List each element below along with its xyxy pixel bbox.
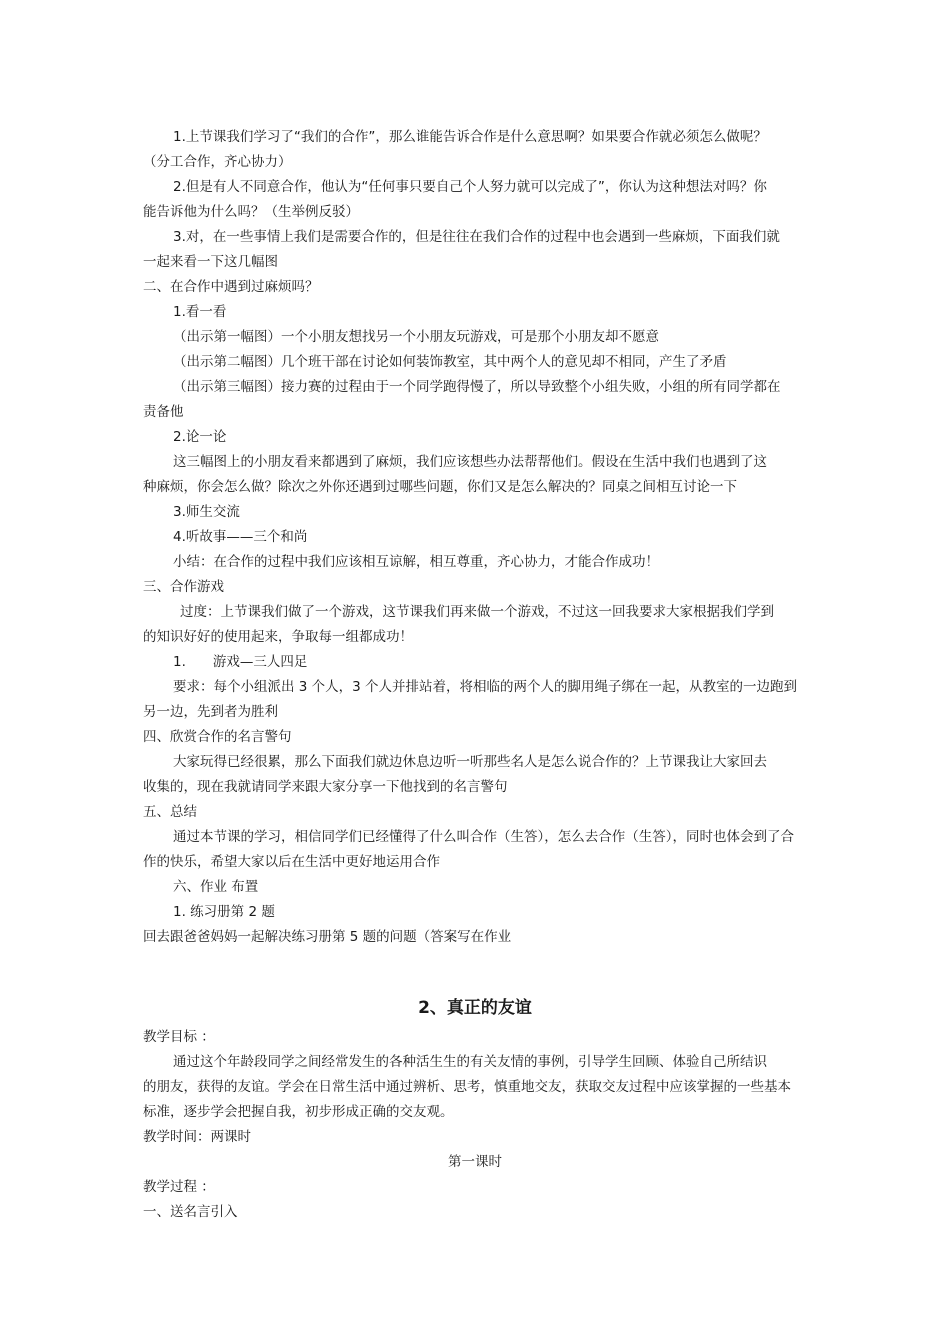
lesson-period: 第一课时 <box>448 1154 502 1170</box>
paragraph-line: 2.但是有人不同意合作，他认为“任何事只要自己个人努力就可以完成了”，你认为这种想法对吗？你 <box>173 179 767 195</box>
paragraph-line: 能告诉他为什么吗？（生举例反驳） <box>143 204 359 220</box>
paragraph-line: 1.上节课我们学习了“我们的合作”，那么谁能告诉合作是什么意思啊？如果要合作就必须怎么做呢？ <box>173 129 767 145</box>
subheading: 1.看一看 <box>173 304 227 320</box>
lesson-title: 2、真正的友谊 <box>418 998 532 1018</box>
paragraph-line: 作的快乐，希望大家以后在生活中更好地运用合作 <box>143 854 440 870</box>
summary-line: 小结：在合作的过程中我们应该相互谅解，相互尊重，齐心协力，才能合作成功！ <box>173 554 659 570</box>
label-line: 教学时间：两课时 <box>143 1129 251 1145</box>
paragraph-line: 种麻烦，你会怎么做？除次之外你还遇到过哪些问题，你们又是怎么解决的？同桌之间相互讨论一下 <box>143 479 737 495</box>
paragraph-line: 的朋友，获得的友谊。学会在日常生活中通过辨析、思考，慎重地交友，获取交友过程中应该掌握的一些基本 <box>143 1079 791 1095</box>
subheading: 2.论一论 <box>173 429 227 445</box>
paragraph-line: 标准，逐步学会把握自我，初步形成正确的交友观。 <box>143 1104 454 1120</box>
paragraph-line: （分工合作，齐心协力） <box>143 154 292 170</box>
section-heading: 六、作业 布置 <box>173 879 259 895</box>
subheading: 4.听故事——三个和尚 <box>173 529 308 545</box>
paragraph-line: 的知识好好的使用起来，争取每一组都成功！ <box>143 629 413 645</box>
label-line: 教学目标 ： <box>143 1029 215 1045</box>
paragraph-line: 回去跟爸爸妈妈一起解决练习册第 5 题的问题（答案写在作业 <box>143 929 512 945</box>
paragraph-line: 责备他 <box>143 404 184 420</box>
section-heading: 四、欣赏合作的名言警句 <box>143 729 292 745</box>
subheading: 3.师生交流 <box>173 504 240 520</box>
paragraph-line: 要求：每个小组派出 3 个人，3 个人并排站着，将相临的两个人的脚用绳子绑在一起，从教室的一边跑到 <box>173 679 798 695</box>
section-heading: 一、送名言引入 <box>143 1204 238 1220</box>
paragraph-line: 这三幅图上的小朋友看来都遇到了麻烦，我们应该想些办法帮帮他们。假设在生活中我们也遇到了这 <box>173 454 767 470</box>
paragraph-line: （出示第二幅图）几个班干部在讨论如何装饰教室，其中两个人的意见却不相同，产生了矛盾 <box>173 354 727 370</box>
paragraph-line: 3.对，在一些事情上我们是需要合作的，但是往往在我们合作的过程中也会遇到一些麻烦，下面我们就 <box>173 229 780 245</box>
list-item: 1. 练习册第 2 题 <box>173 904 275 920</box>
paragraph-line: 通过这个年龄段同学之间经常发生的各种活生生的有关友情的事例，引导学生回顾、体验自己所结识 <box>173 1054 767 1070</box>
subheading: 1. 游戏—三人四足 <box>173 654 308 670</box>
paragraph-line: 收集的，现在我就请同学来跟大家分享一下他找到的名言警句 <box>143 779 508 795</box>
paragraph-line: 通过本节课的学习，相信同学们已经懂得了什么叫合作（生答），怎么去合作（生答），同时也体会到了合 <box>173 829 794 845</box>
label-line: 教学过程 ： <box>143 1179 215 1195</box>
section-heading: 五、总结 <box>143 804 197 820</box>
paragraph-line: 大家玩得已经很累，那么下面我们就边休息边听一听那些名人是怎么说合作的？上节课我让大家回去 <box>173 754 767 770</box>
section-heading: 二、在合作中遇到过麻烦吗？ <box>143 279 319 295</box>
paragraph-line: 过度：上节课我们做了一个游戏，这节课我们再来做一个游戏，不过这一回我要求大家根据我们学到 <box>180 604 774 620</box>
section-heading: 三、合作游戏 <box>143 579 224 595</box>
paragraph-line: （出示第一幅图）一个小朋友想找另一个小朋友玩游戏，可是那个小朋友却不愿意 <box>173 329 659 345</box>
paragraph-line: （出示第三幅图）接力赛的过程由于一个同学跑得慢了，所以导致整个小组失败，小组的所有同学都在 <box>173 379 781 395</box>
paragraph-line: 一起来看一下这几幅图 <box>143 254 278 270</box>
paragraph-line: 另一边，先到者为胜利 <box>143 704 278 720</box>
